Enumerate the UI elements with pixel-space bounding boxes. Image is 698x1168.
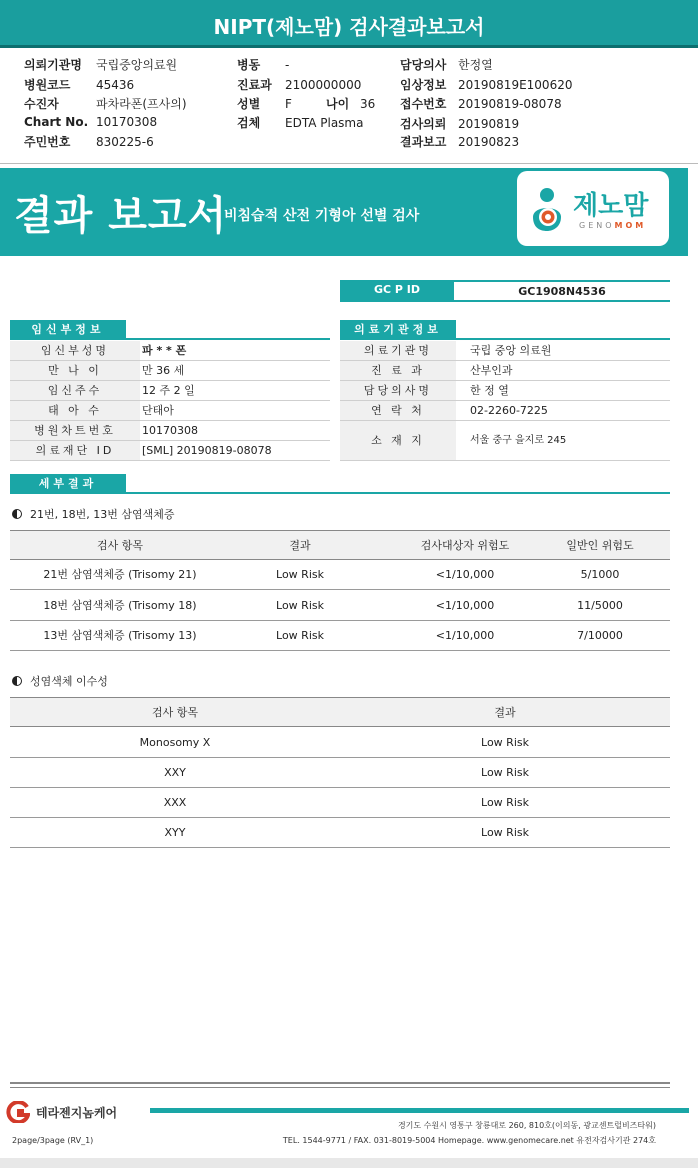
table-row: XXY Low Risk [10,758,670,788]
page-bottom-margin [0,1158,698,1168]
table-row: 13번 삼염색체증 (Trisomy 13) Low Risk <1/10,000 7/10000 [10,621,670,651]
report-subtitle: 비침습적 산전 기형아 선별 검사 [224,208,420,224]
pregnant-info-table [10,341,330,461]
footer-accent-bar [150,1108,689,1113]
footer-divider [10,1082,670,1088]
header-field-age: 나이 36 [326,97,376,111]
header-field: 검사의뢰 20190819 [400,117,520,131]
institution-info-table [340,341,670,461]
info-row: 만 나 이 만 36 세 [10,361,330,381]
pregnant-info-header [10,320,330,340]
report-banner-title: NIPT(제노맘) 검사결과보고서 [0,0,698,48]
table-header: 검사 항목 결과 [10,697,670,727]
terragen-g-icon [6,1101,30,1123]
footer-contact: TEL. 1544-9771 / FAX. 031-8019-5004 Homepage. www.genomecare.net 유전자검사기관 274호 [282,1136,656,1145]
header-field: 주민번호 830225-6 [24,135,154,149]
table-row: 21번 삼염색체증 (Trisomy 21) Low Risk <1/10,000 5/1000 [10,560,670,590]
detail-results-tag: 세부결과 [10,474,126,493]
header-field: 병원코드 45436 [24,78,135,92]
header-field: 담당의사 한정열 [400,58,493,72]
info-row: 연 락 처 02-2260-7225 [340,401,670,421]
header-field: 검체 EDTA Plasma [237,116,364,130]
info-row: 소 재 지 서울 중구 을지로 245 [340,421,670,461]
info-row: 병원차트번호 10170308 [10,421,330,441]
header-info [0,50,698,162]
report-header-band [0,168,688,256]
header-field: 수진자 파차라폰(프사의) [24,97,187,111]
genomom-logo [517,171,669,246]
logo-text: 제노맘 [573,191,649,221]
gcp-id-box [340,280,670,302]
logo-subtext: GENOMOM [579,221,647,230]
header-field: Chart No. 10170308 [24,115,158,129]
table-row: XYY Low Risk [10,818,670,848]
header-field: 진료과 2100000000 [237,78,362,92]
half-circle-icon [12,676,22,686]
sex-chromosome-table [10,697,670,851]
header-field: 의뢰기관명 국립중앙의료원 [24,58,178,72]
table-row: XXX Low Risk [10,788,670,818]
header-field: 임상정보 20190819E100620 [400,78,573,92]
table-row: Monosomy X Low Risk [10,728,670,758]
trisomy-section-title: 21번, 18번, 13번 삼염색체증 [12,506,174,522]
gcp-id-value: GC1908N4536 [454,280,670,300]
institution-info-header [340,320,670,340]
report-title: 결과 보고서 [14,193,228,239]
table-row: 18번 삼염색체증 (Trisomy 18) Low Risk <1/10,000 11/5000 [10,591,670,621]
header-field: 병동 - [237,58,290,72]
info-row: 임신주수 12 주 2 일 [10,381,330,401]
footer-company-name: 테라젠지놈케어 [36,1106,118,1120]
header-field: 성별 F [237,97,292,111]
detail-results-header [10,474,670,494]
half-circle-icon [12,509,22,519]
institution-info-tag: 의료기관정보 [340,320,456,339]
table-header: 검사 항목 결과 검사대상자 위험도 일반인 위험도 [10,530,670,560]
sex-chromosome-section-title: 성염색체 이수성 [12,673,108,689]
pregnant-info-tag: 임신부정보 [10,320,126,339]
trisomy-table [10,530,670,652]
info-row: 임신부성명 파 * * 폰 [10,341,330,361]
genomom-mother-icon [527,187,567,231]
footer-address: 경기도 수원시 영통구 창룡대로 260, 810호(이의동, 광교센트럴비즈타워) [397,1121,656,1130]
gcp-id-label: GC P ID [340,280,454,300]
page-indicator: 2page/3page (RV_1) [12,1136,94,1145]
header-field: 결과보고 20190823 [400,135,520,149]
info-row: 태 아 수 단태아 [10,401,330,421]
header-field: 접수번호 20190819-08078 [400,97,562,111]
info-row: 진 료 과 산부인과 [340,361,670,381]
info-row: 의료기관명 국립 중앙 의료원 [340,341,670,361]
divider [0,163,698,164]
info-row: 의료재단 ID [SML] 20190819-08078 [10,441,330,461]
info-row: 담당의사명 한 정 열 [340,381,670,401]
